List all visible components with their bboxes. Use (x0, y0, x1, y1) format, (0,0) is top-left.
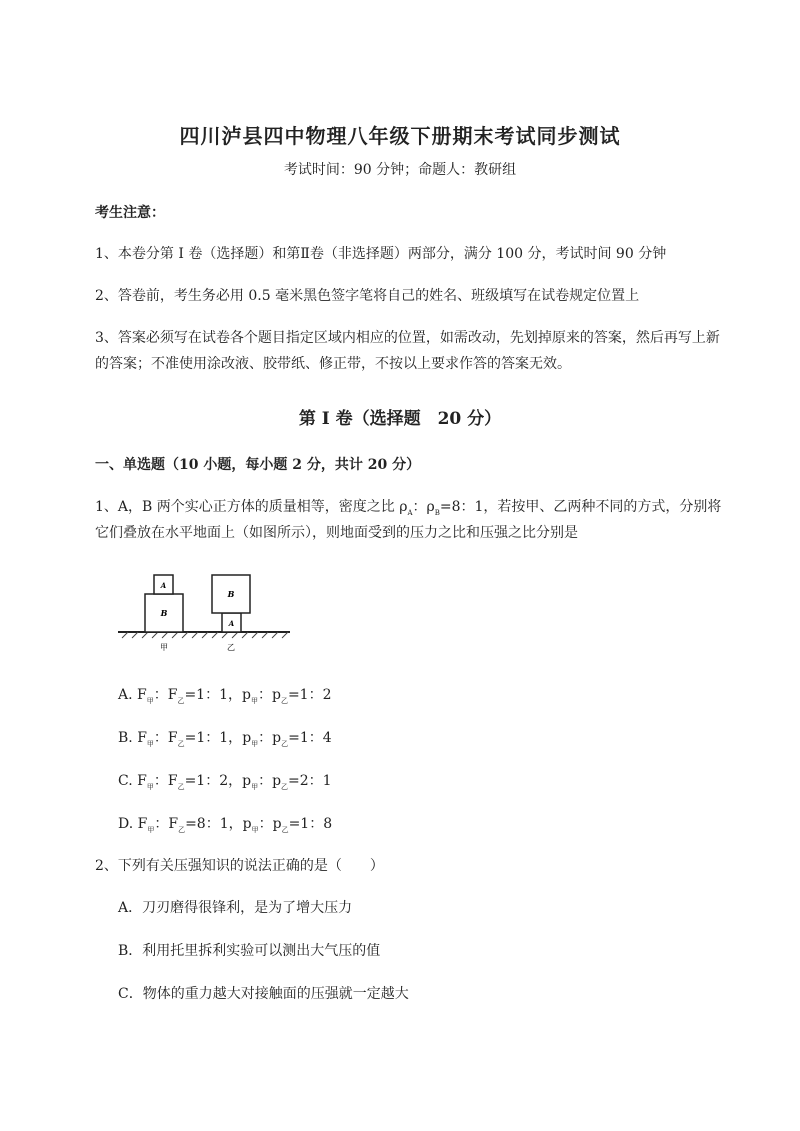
fig-label-b-right: B (227, 589, 235, 599)
q1-option-c[interactable]: C. $F_甲$：$F_乙=1$：2，$p_甲$：$p_乙=2$：1 (118, 773, 332, 791)
fig-label-b-left: B (160, 608, 168, 618)
q1-option-d[interactable]: D. $F_甲$：$F_乙=8$：1，$p_甲$：$p_乙=1$：8 (118, 816, 333, 834)
q2-option-b[interactable]: B．利用托里拆利实验可以测出大气压的值 (118, 943, 381, 959)
part-heading: 一、单选题（10 小题，每小题 2 分，共计 20 分） (95, 457, 421, 473)
page-subtitle: 考试时间：90 分钟；命题人：教研组 (283, 162, 517, 178)
q2-option-c[interactable]: C．物体的重力越大对接触面的压强就一定越大 (118, 986, 409, 1002)
fig-caption-jia: 甲 (160, 643, 168, 652)
q1-figure (118, 568, 298, 662)
notice-3-cont: 的答案；不准使用涂改液、胶带纸、修正带，不按以上要求作答的答案无效。 (95, 356, 571, 372)
section-title: 第 I 卷（选择题 20 分） (298, 409, 502, 429)
q1-stem-line1: 1、A，B 两个实心正方体的质量相等，密度之比 $\rho_A$：$\rho_B=8$：1，若按甲、乙两种不同的方式，分别将 (95, 499, 722, 517)
q1-option-a[interactable]: A. $F_甲$：$F_乙=1$：1，$p_甲$：$p_乙=1$：2 (118, 687, 332, 705)
fig-label-a-right: A (228, 619, 235, 628)
notice-heading: 考生注意： (95, 205, 165, 221)
notice-1: 1、本卷分第 I 卷（选择题）和第Ⅱ卷（非选择题）两部分，满分 100 分，考试时间 90 分钟 (95, 246, 667, 262)
page-title: 四川泸县四中物理八年级下册期末考试同步测试 (179, 124, 621, 148)
notice-3: 3、答案必须写在试卷各个题目指定区域内相应的位置，如需改动，先划掉原来的答案，然后再写上新 (95, 330, 720, 346)
q1-stem-line2: 它们叠放在水平地面上（如图所示），则地面受到的压力之比和压强之比分别是 (95, 525, 578, 541)
q2-stem: 2、下列有关压强知识的说法正确的是（ ） (95, 858, 384, 874)
fig-caption-yi: 乙 (227, 643, 235, 652)
q2-option-a[interactable]: A．刀刃磨得很锋利，是为了增大压力 (118, 900, 353, 916)
notice-2: 2、答卷前，考生务必用 0.5 毫米黑色签字笔将自己的姓名、班级填写在试卷规定位置上 (95, 288, 640, 304)
fig-label-a-left: A (160, 581, 167, 590)
q1-option-b[interactable]: B. $F_甲$：$F_乙=1$：1，$p_甲$：$p_乙=1$：4 (118, 730, 332, 748)
